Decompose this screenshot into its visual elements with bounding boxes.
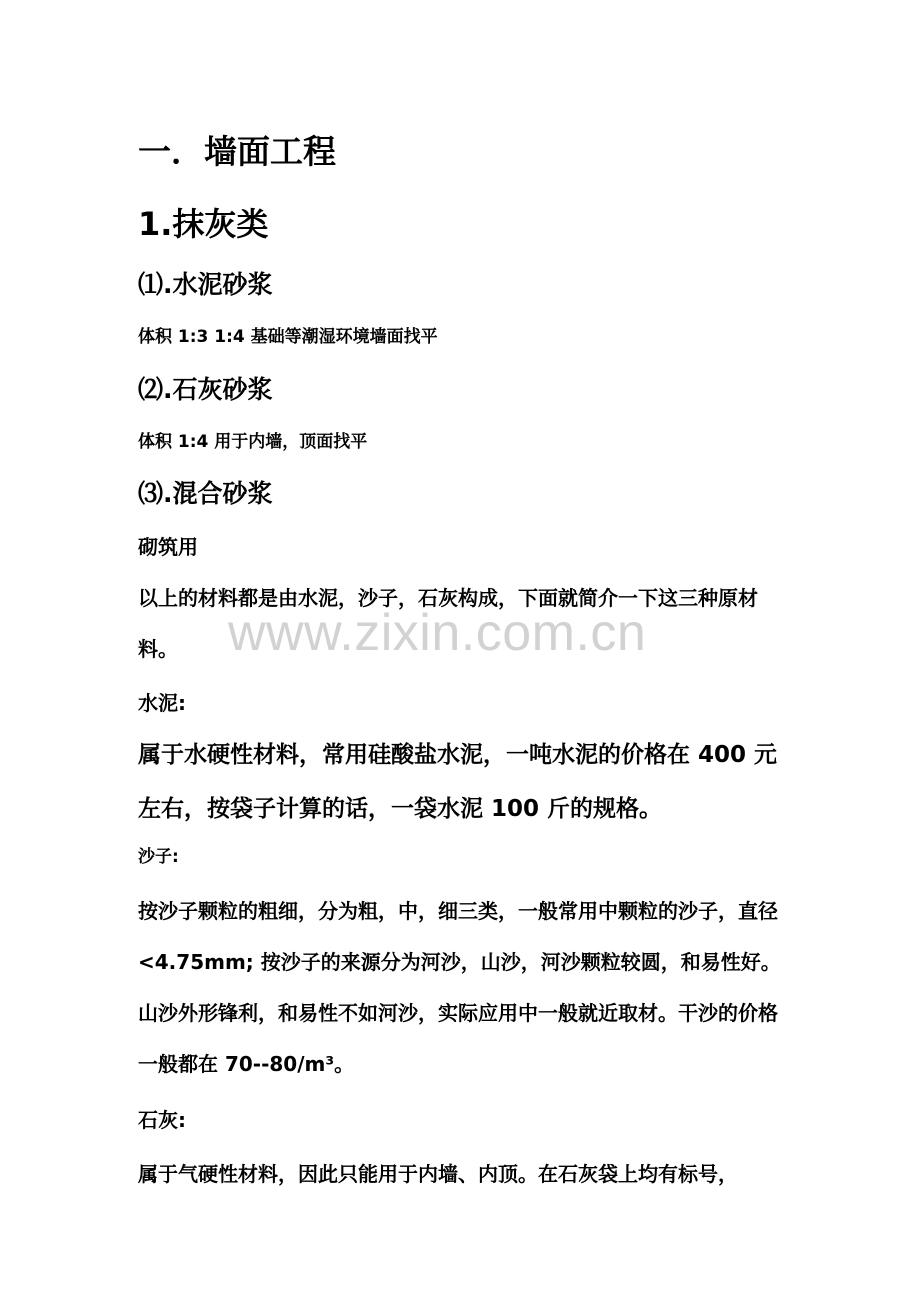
item-detail-mixed-mortar: 砌筑用: [138, 535, 198, 559]
lime-paragraph: 属于气硬性材料，因此只能用于内墙、内顶。在石灰袋上均有标号，: [138, 1162, 738, 1186]
site-watermark: www.zixin.com.cn: [228, 604, 647, 662]
cement-label: 水泥:: [138, 691, 186, 715]
section-heading: 1.抹灰类: [138, 205, 269, 243]
item-heading-mixed-mortar: ⑶.混合砂浆: [138, 479, 273, 508]
cement-paragraph: 属于水硬性材料，常用硅酸盐水泥，一吨水泥的价格在 400 元左右，按袋子计算的话，一袋水泥 100 斤的规格。: [138, 742, 778, 822]
item-detail-cement-mortar: 体积 1:3 1:4 基础等潮湿环境墙面找平: [138, 327, 438, 347]
lime-label: 石灰:: [138, 1108, 186, 1132]
document-title: 一．墙面工程: [138, 132, 336, 171]
sand-label: 沙子:: [138, 847, 179, 867]
item-heading-cement-mortar: ⑴.水泥砂浆: [138, 270, 273, 299]
item-heading-lime-mortar: ⑵.石灰砂浆: [138, 375, 273, 404]
item-detail-lime-mortar: 体积 1:4 用于内墙，顶面找平: [138, 432, 368, 452]
sand-paragraph: 按沙子颗粒的粗细，分为粗，中，细三类，一般常用中颗粒的沙子，直径<4.75mm; 按沙子的来源分为河沙，山沙，河沙颗粒较圆，和易性好。山沙外形锋利，和易性不如河沙，实际应用中一般就近取材。干沙的价格一般都在 70--80/m³。: [138, 899, 781, 1076]
intro-paragraph: 以上的材料都是由水泥，沙子，石灰构成，下面就简介一下这三种原材料。: [138, 586, 758, 661]
